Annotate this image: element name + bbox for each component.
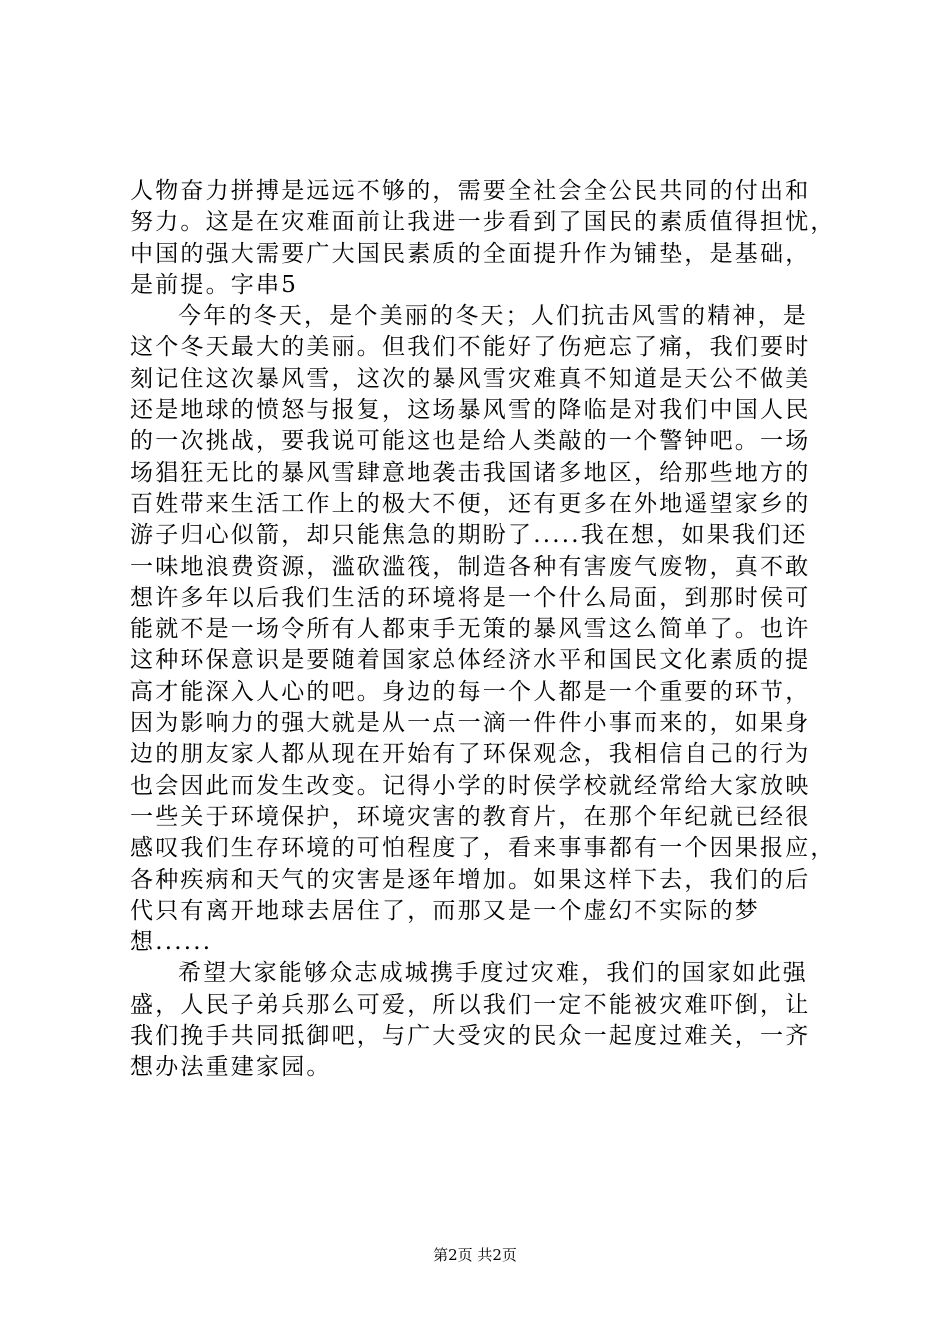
text-line: 希望大家能够众志成城携手度过灾难，我们的国家如此强: [178, 960, 808, 987]
text-line: 还是地球的愤怒与报复，这场暴风雪的降临是对我们中国人民: [130, 397, 811, 424]
paragraph: [130, 958, 835, 1083]
text-line: 这个冬天最大的美丽。但我们不能好了伤疤忘了痛，我们要时: [130, 334, 811, 361]
text-line: 努力。这是在灾难面前让我进一步看到了国民的素质值得担忧，: [130, 209, 836, 236]
text-line: 想......: [130, 929, 213, 956]
text-line: 人物奋力拼搏是远远不够的，需要全社会全公民共同的付出和: [130, 178, 811, 204]
text-line: 盛，人民子弟兵那么可爱，所以我们一定不能被灾难吓倒，让: [130, 991, 811, 1018]
text-line: 想办法重建家园。: [130, 1054, 332, 1081]
text-line: 想许多年以后我们生活的环境将是一个什么局面，到那时侯可: [130, 584, 811, 611]
text-line: 中国的强大需要广大国民素质的全面提升作为铺垫，是基础，: [130, 240, 811, 267]
text-line: 百姓带来生活工作上的极大不便，还有更多在外地遥望家乡的: [130, 490, 811, 517]
text-line: 一味地浪费资源，滥砍滥筏，制造各种有害废气废物，真不敢: [130, 553, 811, 580]
text-line: 今年的冬天，是个美丽的冬天；人们抗击风雪的精神，是: [178, 303, 808, 330]
text-line: 边的朋友家人都从现在开始有了环保观念，我相信自己的行为: [130, 741, 811, 768]
text-line: 感叹我们生存环境的可怕程度了，看来事事都有一个因果报应，: [130, 835, 836, 862]
paragraph: [130, 176, 835, 301]
text-line: 各种疾病和天气的灾害是逐年增加。如果这样下去，我们的后: [130, 866, 811, 893]
text-line: 场猖狂无比的暴风雪肆意地袭击我国诸多地区，给那些地方的: [130, 459, 811, 486]
document-body: [130, 176, 835, 1084]
text-line: 因为影响力的强大就是从一点一滴一件件小事而来的，如果身: [130, 710, 811, 737]
text-line: 是前提。字串5: [130, 271, 299, 298]
text-line: 的一次挑战，要我说可能这也是给人类敲的一个警钟吧。一场: [130, 428, 811, 455]
text-line: 高才能深入人心的吧。身边的每一个人都是一个重要的环节，: [130, 678, 811, 705]
text-line: 这种环保意识是要随着国家总体经济水平和国民文化素质的提: [130, 647, 811, 674]
text-line: 一些关于环境保护，环境灾害的教育片，在那个年纪就已经很: [130, 803, 811, 830]
text-line: 我们挽手共同抵御吧，与广大受灾的民众一起度过难关，一齐: [130, 1023, 811, 1050]
text-line: 能就不是一场令所有人都束手无策的暴风雪这么简单了。也许: [130, 616, 811, 643]
page-number-footer: 第2页 共2页: [433, 1246, 517, 1264]
text-line: 游子归心似箭，却只能焦急的期盼了.....我在想，如果我们还: [130, 522, 808, 549]
text-line: 也会因此而发生改变。记得小学的时侯学校就经常给大家放映: [130, 772, 811, 799]
paragraph: [130, 301, 835, 958]
text-line: 刻记住这次暴风雪，这次的暴风雪灾难真不知道是天公不做美: [130, 365, 811, 392]
text-line: 代只有离开地球去居住了，而那又是一个虚幻不实际的梦: [130, 897, 760, 924]
